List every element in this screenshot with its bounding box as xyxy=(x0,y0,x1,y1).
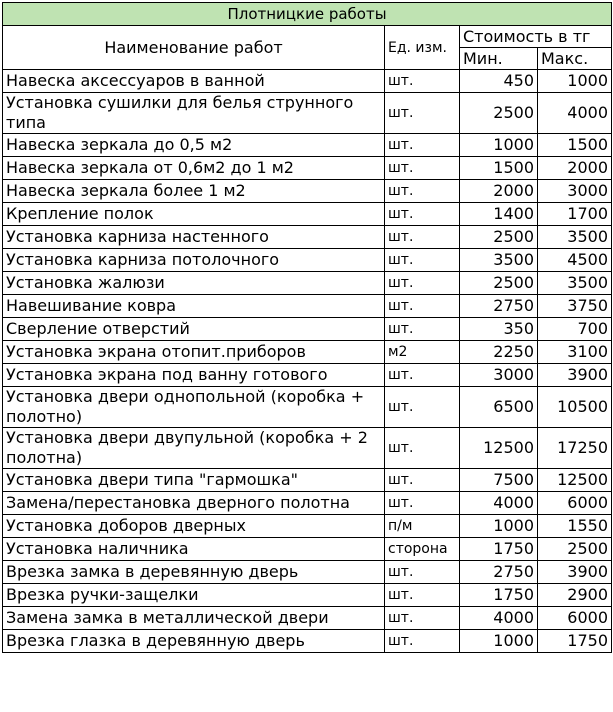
work-name-cell: Установка карниза потолочного xyxy=(3,249,385,272)
work-name-cell: Установка жалюзи xyxy=(3,272,385,295)
table-row xyxy=(3,387,612,428)
min-price-cell: 2250 xyxy=(460,341,538,364)
price-table-container xyxy=(2,2,612,653)
header-row xyxy=(3,26,612,48)
max-price-cell: 3100 xyxy=(538,341,612,364)
table-row xyxy=(3,203,612,226)
max-price-cell: 3000 xyxy=(538,180,612,203)
header-max: Макс. xyxy=(538,48,612,70)
table-row xyxy=(3,584,612,607)
table-row xyxy=(3,469,612,492)
max-price-cell: 6000 xyxy=(538,492,612,515)
table-row xyxy=(3,492,612,515)
work-name-cell: Навеска зеркала до 0,5 м2 xyxy=(3,134,385,157)
table-row xyxy=(3,561,612,584)
max-price-cell: 6000 xyxy=(538,607,612,630)
table-row xyxy=(3,318,612,341)
min-price-cell: 1000 xyxy=(460,134,538,157)
max-price-cell: 2900 xyxy=(538,584,612,607)
header-name: Наименование работ xyxy=(3,26,385,70)
max-price-cell: 1550 xyxy=(538,515,612,538)
work-name-cell: Установка карниза настенного xyxy=(3,226,385,249)
min-price-cell: 1750 xyxy=(460,538,538,561)
work-name-cell: Врезка глазка в деревянную дверь xyxy=(3,630,385,653)
table-title: Плотницкие работы xyxy=(3,3,612,26)
unit-cell: шт. xyxy=(385,249,460,272)
work-name-cell: Навешивание ковра xyxy=(3,295,385,318)
work-name-cell: Навеска аксессуаров в ванной xyxy=(3,70,385,93)
min-price-cell: 450 xyxy=(460,70,538,93)
max-price-cell: 12500 xyxy=(538,469,612,492)
table-row xyxy=(3,93,612,134)
table-row xyxy=(3,607,612,630)
work-name-cell: Крепление полок xyxy=(3,203,385,226)
unit-cell: шт. xyxy=(385,70,460,93)
price-table xyxy=(2,2,612,653)
unit-cell: шт. xyxy=(385,203,460,226)
min-price-cell: 7500 xyxy=(460,469,538,492)
min-price-cell: 12500 xyxy=(460,428,538,469)
min-price-cell: 3000 xyxy=(460,364,538,387)
table-row xyxy=(3,157,612,180)
min-price-cell: 4000 xyxy=(460,492,538,515)
min-price-cell: 1000 xyxy=(460,630,538,653)
max-price-cell: 3900 xyxy=(538,364,612,387)
unit-cell: шт. xyxy=(385,387,460,428)
max-price-cell: 17250 xyxy=(538,428,612,469)
header-cost: Стоимость в тг xyxy=(460,26,612,48)
work-name-cell: Врезка замка в деревянную дверь xyxy=(3,561,385,584)
max-price-cell: 1750 xyxy=(538,630,612,653)
table-row xyxy=(3,272,612,295)
max-price-cell: 4500 xyxy=(538,249,612,272)
header-min: Мин. xyxy=(460,48,538,70)
max-price-cell: 4000 xyxy=(538,93,612,134)
unit-cell: шт. xyxy=(385,93,460,134)
unit-cell: шт. xyxy=(385,469,460,492)
unit-cell: п/м xyxy=(385,515,460,538)
table-title-row xyxy=(3,3,612,26)
header-unit: Ед. изм. xyxy=(385,26,460,70)
min-price-cell: 2000 xyxy=(460,180,538,203)
unit-cell: сторона xyxy=(385,538,460,561)
min-price-cell: 2500 xyxy=(460,272,538,295)
max-price-cell: 700 xyxy=(538,318,612,341)
unit-cell: шт. xyxy=(385,157,460,180)
work-name-cell: Установка наличника xyxy=(3,538,385,561)
min-price-cell: 6500 xyxy=(460,387,538,428)
max-price-cell: 3900 xyxy=(538,561,612,584)
table-row xyxy=(3,538,612,561)
table-row xyxy=(3,515,612,538)
unit-cell: шт. xyxy=(385,226,460,249)
unit-cell: шт. xyxy=(385,492,460,515)
work-name-cell: Сверление отверстий xyxy=(3,318,385,341)
unit-cell: шт. xyxy=(385,630,460,653)
work-name-cell: Замена замка в металлической двери xyxy=(3,607,385,630)
work-name-cell: Врезка ручки-защелки xyxy=(3,584,385,607)
max-price-cell: 10500 xyxy=(538,387,612,428)
min-price-cell: 2500 xyxy=(460,93,538,134)
unit-cell: шт. xyxy=(385,180,460,203)
min-price-cell: 2750 xyxy=(460,295,538,318)
min-price-cell: 2500 xyxy=(460,226,538,249)
unit-cell: шт. xyxy=(385,584,460,607)
unit-cell: шт. xyxy=(385,561,460,584)
table-row xyxy=(3,180,612,203)
min-price-cell: 4000 xyxy=(460,607,538,630)
table-row xyxy=(3,134,612,157)
work-name-cell: Установка доборов дверных xyxy=(3,515,385,538)
work-name-cell: Установка экрана отопит.приборов xyxy=(3,341,385,364)
unit-cell: шт. xyxy=(385,318,460,341)
table-row xyxy=(3,341,612,364)
unit-cell: шт. xyxy=(385,428,460,469)
max-price-cell: 3750 xyxy=(538,295,612,318)
table-row xyxy=(3,295,612,318)
max-price-cell: 2000 xyxy=(538,157,612,180)
min-price-cell: 2750 xyxy=(460,561,538,584)
max-price-cell: 1700 xyxy=(538,203,612,226)
max-price-cell: 3500 xyxy=(538,272,612,295)
max-price-cell: 1000 xyxy=(538,70,612,93)
unit-cell: шт. xyxy=(385,134,460,157)
table-row xyxy=(3,249,612,272)
min-price-cell: 1400 xyxy=(460,203,538,226)
unit-cell: шт. xyxy=(385,272,460,295)
work-name-cell: Установка экрана под ванну готового xyxy=(3,364,385,387)
work-name-cell: Навеска зеркала от 0,6м2 до 1 м2 xyxy=(3,157,385,180)
work-name-cell: Установка сушилки для белья струнного типа xyxy=(3,93,385,134)
table-row xyxy=(3,364,612,387)
min-price-cell: 1750 xyxy=(460,584,538,607)
table-row xyxy=(3,226,612,249)
work-name-cell: Замена/перестановка дверного полотна xyxy=(3,492,385,515)
min-price-cell: 1000 xyxy=(460,515,538,538)
unit-cell: шт. xyxy=(385,295,460,318)
work-name-cell: Установка двери однопольной (коробка + полотно) xyxy=(3,387,385,428)
min-price-cell: 3500 xyxy=(460,249,538,272)
max-price-cell: 2500 xyxy=(538,538,612,561)
max-price-cell: 1500 xyxy=(538,134,612,157)
table-row xyxy=(3,70,612,93)
work-name-cell: Навеска зеркала более 1 м2 xyxy=(3,180,385,203)
work-name-cell: Установка двери двупульной (коробка + 2 полотна) xyxy=(3,428,385,469)
max-price-cell: 3500 xyxy=(538,226,612,249)
unit-cell: шт. xyxy=(385,364,460,387)
table-row xyxy=(3,630,612,653)
work-name-cell: Установка двери типа "гармошка" xyxy=(3,469,385,492)
unit-cell: м2 xyxy=(385,341,460,364)
min-price-cell: 1500 xyxy=(460,157,538,180)
table-row xyxy=(3,428,612,469)
min-price-cell: 350 xyxy=(460,318,538,341)
unit-cell: шт. xyxy=(385,607,460,630)
